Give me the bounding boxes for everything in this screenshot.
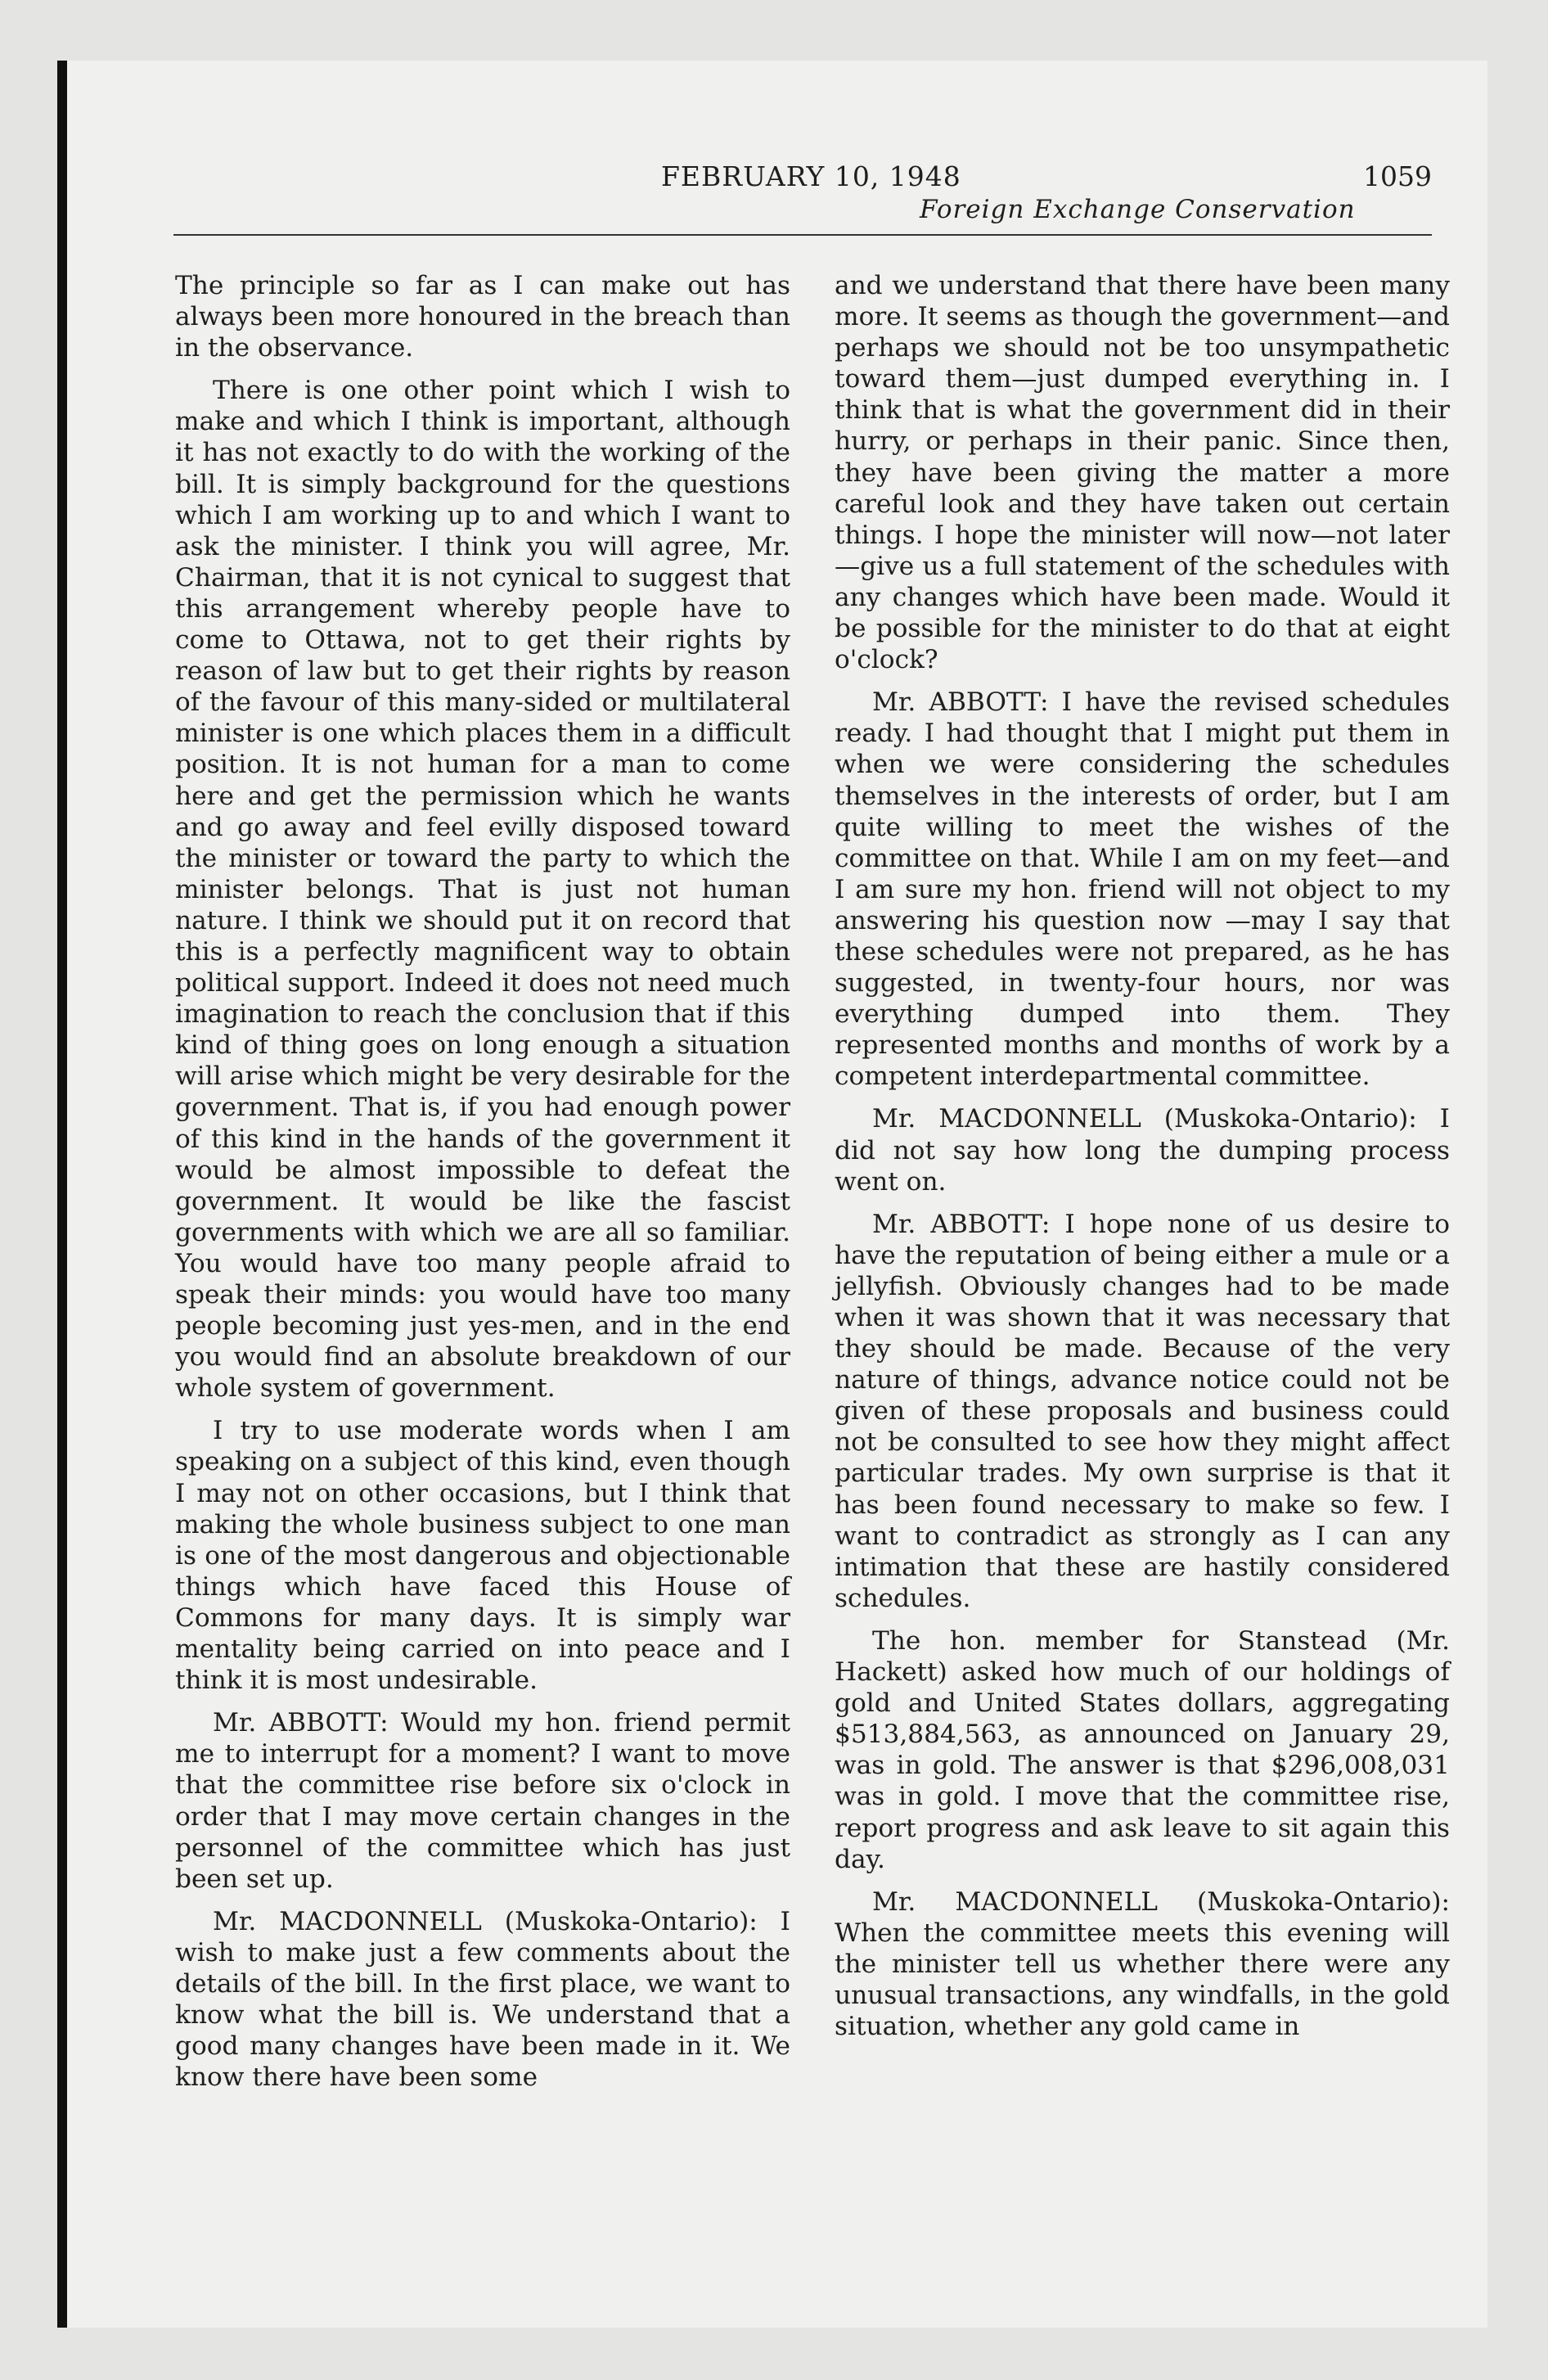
paragraph: The principle so far as I can make out has always been more honoured in the breach than in the observance.: [175, 271, 790, 363]
paragraph: and we understand that there have been many more. It seems as though the government—and perhaps we should not be too unsympathetic toward them—just dumped everything in. I think that is what the government did in their hurry, or perhaps in their panic. Since then, they have been giving the matter a more careful look and they have taken out certain things. I hope the minister will now—not later—give us a full statement of the schedules with any changes which have been made. Would it be possible for the minister to do that at eight o'clock?: [835, 271, 1450, 675]
paragraph: The hon. member for Stanstead (Mr. Hackett) asked how much of our holdings of gold and United States dollars, aggregating $513,884,563, as announced on January 29, was in gold. The answer is that $296,008,031 was in gold. I move that the committee rise, report progress and ask leave to sit again this day.: [835, 1625, 1450, 1874]
left-column: [175, 270, 790, 2104]
paragraph: Mr. MACDONNELL (Muskoka-Ontario): I wish to make just a few comments about the details of the bill. In the first place, we want to know what the bill is. We understand that a good many changes have been made in it. We know there have been some: [175, 1906, 790, 2093]
paragraph: Mr. ABBOTT: I have the revised schedules ready. I had thought that I might put them in when we were considering the schedules themselves in the interests of order, but I am quite willing to meet the wishes of the committee on that. While I am on my feet—and I am sure my hon. friend will not object to my answering his question now —may I say that these schedules were not prepared, as he has suggested, in twenty-four hours, nor was everything dumped into them. They represented months and months of work by a competent interdepartmental committee.: [835, 687, 1450, 1092]
header-date: FEBRUARY 10, 1948: [661, 160, 961, 192]
header-subtitle: Foreign Exchange Conservation: [920, 195, 1356, 224]
page-header: [173, 160, 1432, 234]
right-column: [835, 270, 1450, 2053]
paragraph: Mr. MACDONNELL (Muskoka-Ontario): I did not say how long the dumping process went on.: [835, 1104, 1450, 1197]
page-number: 1059: [1363, 160, 1432, 192]
paragraph: Mr. ABBOTT: I hope none of us desire to have the reputation of being either a mule or a jellyfish. Obviously changes had to be made when it was shown that it was necessary that they should be made. Because of the very nature of things, advance notice could not be given of these proposals and business could not be consulted to see how they might affect particular trades. My own surprise is that it has been found necessary to make so few. I want to contradict as strongly as I can any intimation that these are hastily considered schedules.: [835, 1209, 1450, 1613]
paragraph: Mr. ABBOTT: Would my hon. friend permit me to interrupt for a moment? I want to move that the committee rise before six o'clock in order that I may move certain changes in the personnel of the committee which has just been set up.: [175, 1708, 790, 1894]
header-rule: [173, 234, 1432, 236]
paragraph: There is one other point which I wish to make and which I think is important, although it has not exactly to do with the working of the bill. It is simply background for the questions which I am working up to and which I want to ask the minister. I think you will agree, Mr. Chairman, that it is not cynical to suggest that this arrangement whereby people have to come to Ottawa, not to get their rights by reason of law but to get their rights by reason of the favour of this many-sided or multilateral minister is one which places them in a difficult position. It is not human for a man to come here and get the permission which he wants and go away and feel evilly disposed toward the minister or toward the party to which the minister belongs. That is just not human nature. I think we should put it on record that this is a perfectly magnificent way to obtain political support. Indeed it does not need much imagination to reach the conclusion that if this kind of thing goes on long enough a situation will arise which might be very desirable for the government. That is, if you had enough power of this kind in the hands of the government it would be almost impossible to defeat the government. It would be like the fascist governments with which we are all so familiar. You would have too many people afraid to speak their minds: you would have too many people becoming just yes-men, and in the end you would find an absolute breakdown of our whole system of government.: [175, 376, 790, 1404]
paragraph: I try to use moderate words when I am speaking on a subject of this kind, even though I may not on other occasions, but I think that making the whole business subject to one man is one of the most dangerous and objectionable things which have faced this House of Commons for many days. It is simply war mentality being carried on into peace and I think it is most undesirable.: [175, 1416, 790, 1696]
binding-edge: [57, 61, 67, 2328]
paragraph: Mr. MACDONNELL (Muskoka-Ontario): When the committee meets this evening will the minister tell us whether there were any unusual transactions, any windfalls, in the gold situation, whether any gold came in: [835, 1886, 1450, 2042]
